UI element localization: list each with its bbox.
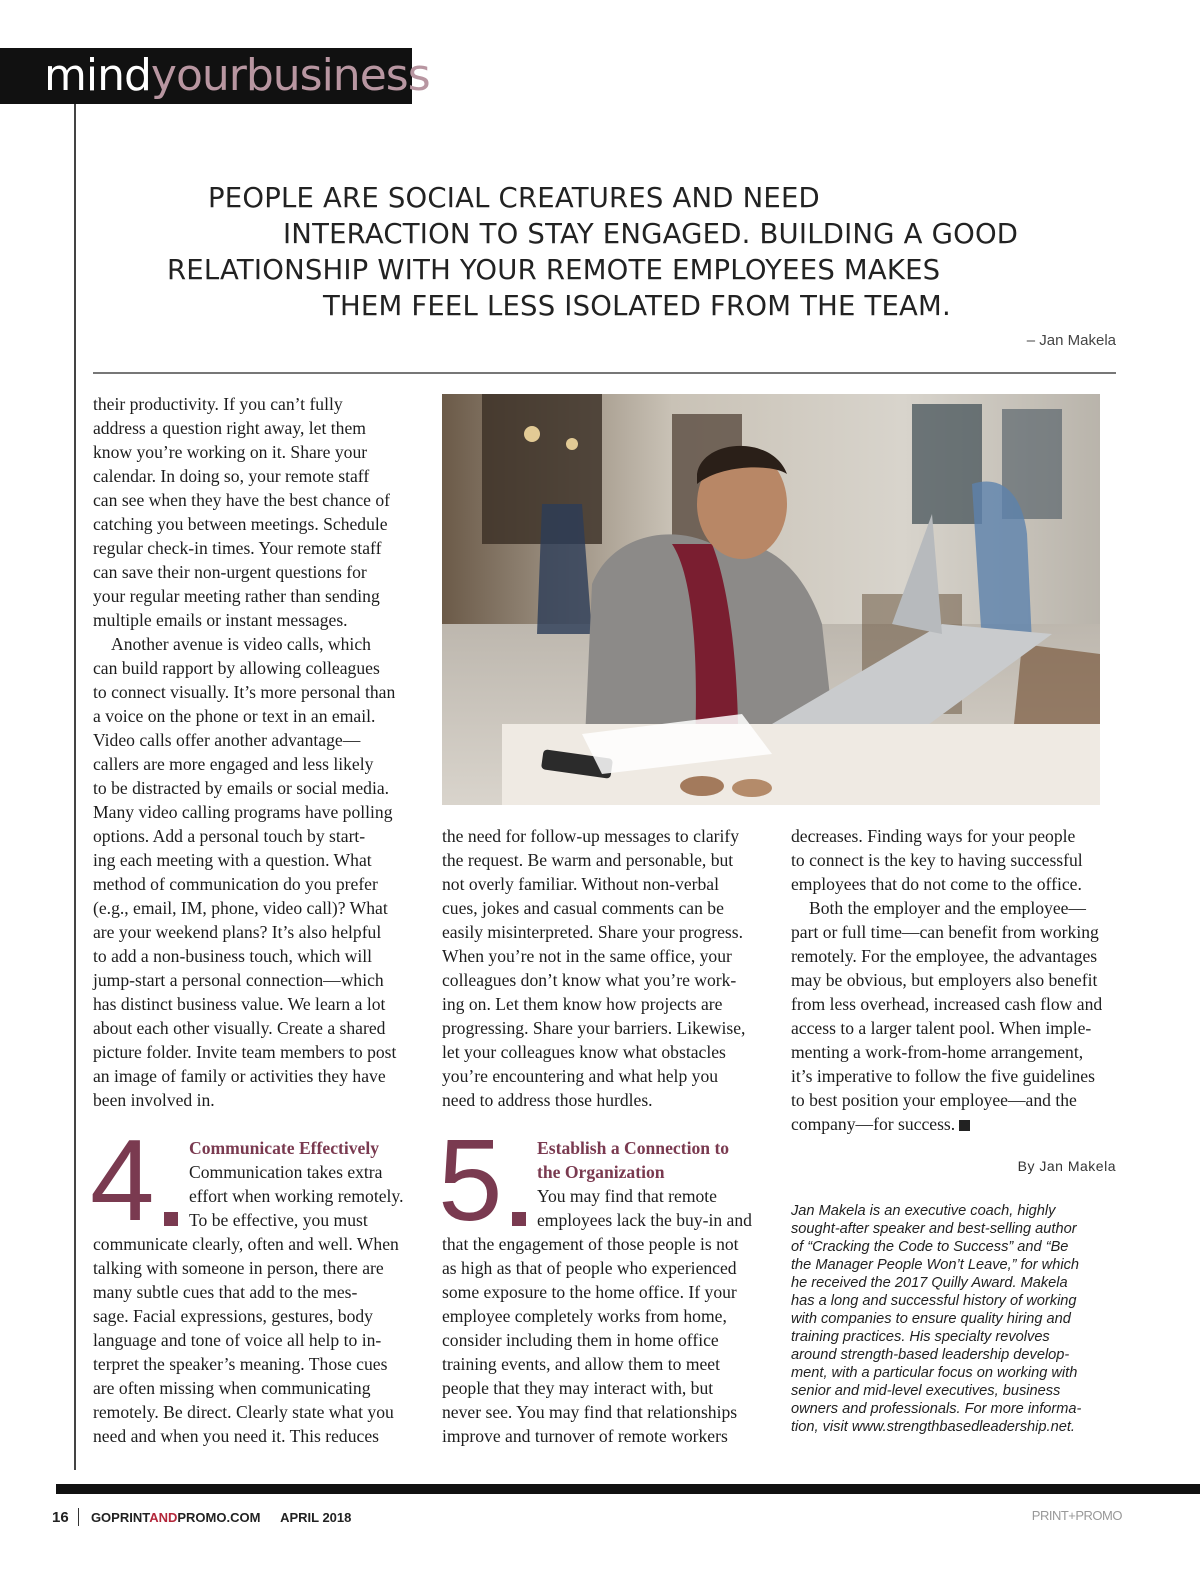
section-title-rest: yourbusiness [150, 50, 430, 101]
pull-quote-line: PEOPLE ARE SOCIAL CREATURES AND NEED [208, 182, 820, 214]
site-name-part: AND [149, 1510, 178, 1525]
text-line: To be effective, you must [189, 1210, 368, 1230]
magazine-logo: PRINT+PROMO [1031, 1508, 1122, 1523]
pull-quote-line: RELATIONSHIP WITH YOUR REMOTE EMPLOYEES MAKES [167, 254, 941, 286]
article-photo [442, 394, 1100, 805]
section-number-5: 5 [438, 1115, 499, 1245]
section-5-body [442, 1232, 777, 1448]
paragraph-text: Both the employer and the employee— part or full time—can benefit from working remotely. For the employee, the advantages may be obvious, but employers also benefit from less overhead, increased cash flow and access to a larger talent pool. When imple- menting a work-from-home arrangement, it’s imperative to follow the five guidelines to best position your employee—and the company—for success. [791, 898, 1103, 1134]
section-heading: the Organization [537, 1162, 665, 1182]
left-rule [74, 104, 76, 1470]
byline: By Jan Makela [1017, 1158, 1116, 1174]
page-number: 16 [52, 1509, 69, 1526]
site-name-part: PROMO.COM [177, 1510, 261, 1525]
section-4-body [93, 1232, 428, 1448]
divider [93, 372, 1116, 374]
end-of-article-icon: + [959, 1120, 970, 1131]
paragraph: their productivity. If you can’t fully address a question right away, let them know you’re working on it. Share your calendar. In doing so, your remote staff can see when they have the best chance of catching you between meetings. Schedule regular check-in times. Your remote staff can save their non-urgent questions for your regular meeting rather than sending multiple emails or instant messages. [93, 394, 390, 630]
section-heading: Communicate Effectively [189, 1138, 380, 1158]
author-bio: Jan Makela is an executive coach, highly sought-after speaker and best-selling author of “Cracking the Code to Success” and “Be the Manager People Won’t Leave,” for which he received the 2017 Quilly Award. Makela has a long and successful history of working with companies to ensure quality hiring and training practices. His specialty revolves around strength-based leadership develop- ment, with a particular focus on working with senior and mid-level executives, business owners and professionals. For more informa- tion, visit www.strengthbasedleadership.net. [791, 1203, 1082, 1435]
section-title-mind: mind [44, 50, 151, 101]
text-line: Communication takes extra [189, 1162, 383, 1182]
column-1 [93, 392, 423, 1112]
section-title [44, 50, 430, 101]
paragraph: that the engagement of those people is not as high as that of people who experienced some exposure to the home office. If your employee completely works from home, consider including them in home office training events, and allow them to meet people that they may interact with, but never see. You may find that relationships improve and turnover of remote workers [442, 1234, 739, 1446]
number-square [164, 1212, 178, 1226]
paragraph: decreases. Finding ways for your people to connect is the key to having successful employees that do not come to the office. [791, 826, 1083, 894]
section-number-4: 4 [90, 1115, 151, 1245]
text-line: employees lack the buy-in and [537, 1210, 752, 1230]
paragraph: the need for follow-up messages to clarify the request. Be warm and personable, but not overly familiar. Without non-verbal cues, jokes and casual comments can be easily misinterpreted. Share your progress. When you’re not in the same office, your colleagues don’t know what you’re work- ing on. Let them know how projects are progressing. Share your barriers. Likewise, let your colleagues know what obstacles you’re encountering and what help you need to address those hurdles. [442, 826, 746, 1110]
column-3 [791, 824, 1126, 1136]
text-line: You may find that remote [537, 1186, 717, 1206]
paragraph [791, 896, 1126, 1136]
pull-quote-attribution: – Jan Makela [1026, 332, 1116, 349]
site-name-part: GOPRINT [90, 1510, 150, 1525]
footer-rule [56, 1484, 1200, 1494]
issue-date: APRIL 2018 [280, 1510, 352, 1525]
paragraph: communicate clearly, often and well. When talking with someone in person, there are many subtle cues that add to the mes- sage. Facial expressions, gestures, body language and tone of voice all help to in- terpret the speaker’s meaning. Those cues are often missing when communicating remotely. Be direct. Clearly state what you need and when you need it. This reduces [93, 1234, 399, 1446]
text-line: effort when working remotely. [189, 1186, 404, 1206]
pull-quote-line: THEM FEEL LESS ISOLATED FROM THE TEAM. [323, 290, 951, 322]
column-2 [442, 824, 777, 1112]
footer [52, 1508, 351, 1526]
pull-quote-line: INTERACTION TO STAY ENGAGED. BUILDING A GOOD [283, 218, 1019, 250]
number-square [512, 1212, 526, 1226]
footer-separator [78, 1508, 79, 1526]
section-header [0, 48, 430, 104]
section-heading: Establish a Connection to [537, 1138, 730, 1158]
site-name [91, 1510, 261, 1525]
paragraph: Another avenue is video calls, which can build rapport by allowing colleagues to connect visually. It’s more personal than a voice on the phone or text in an email. Video calls offer another advantage— callers are more engaged and less likely to be distracted by emails or social media. Many video calling programs have polling options. Add a personal touch by start- ing each meeting with a question. What method of communication do you prefer (e.g., email, IM, phone, video call)? What are your weekend plans? It’s also helpful to add a non-business touch, which will jump-start a personal connection—which has distinct business value. We learn a lot about each other visually. Create a shared picture folder. Invite team members to post an image of family or activities they have been involved in. [93, 634, 397, 1110]
